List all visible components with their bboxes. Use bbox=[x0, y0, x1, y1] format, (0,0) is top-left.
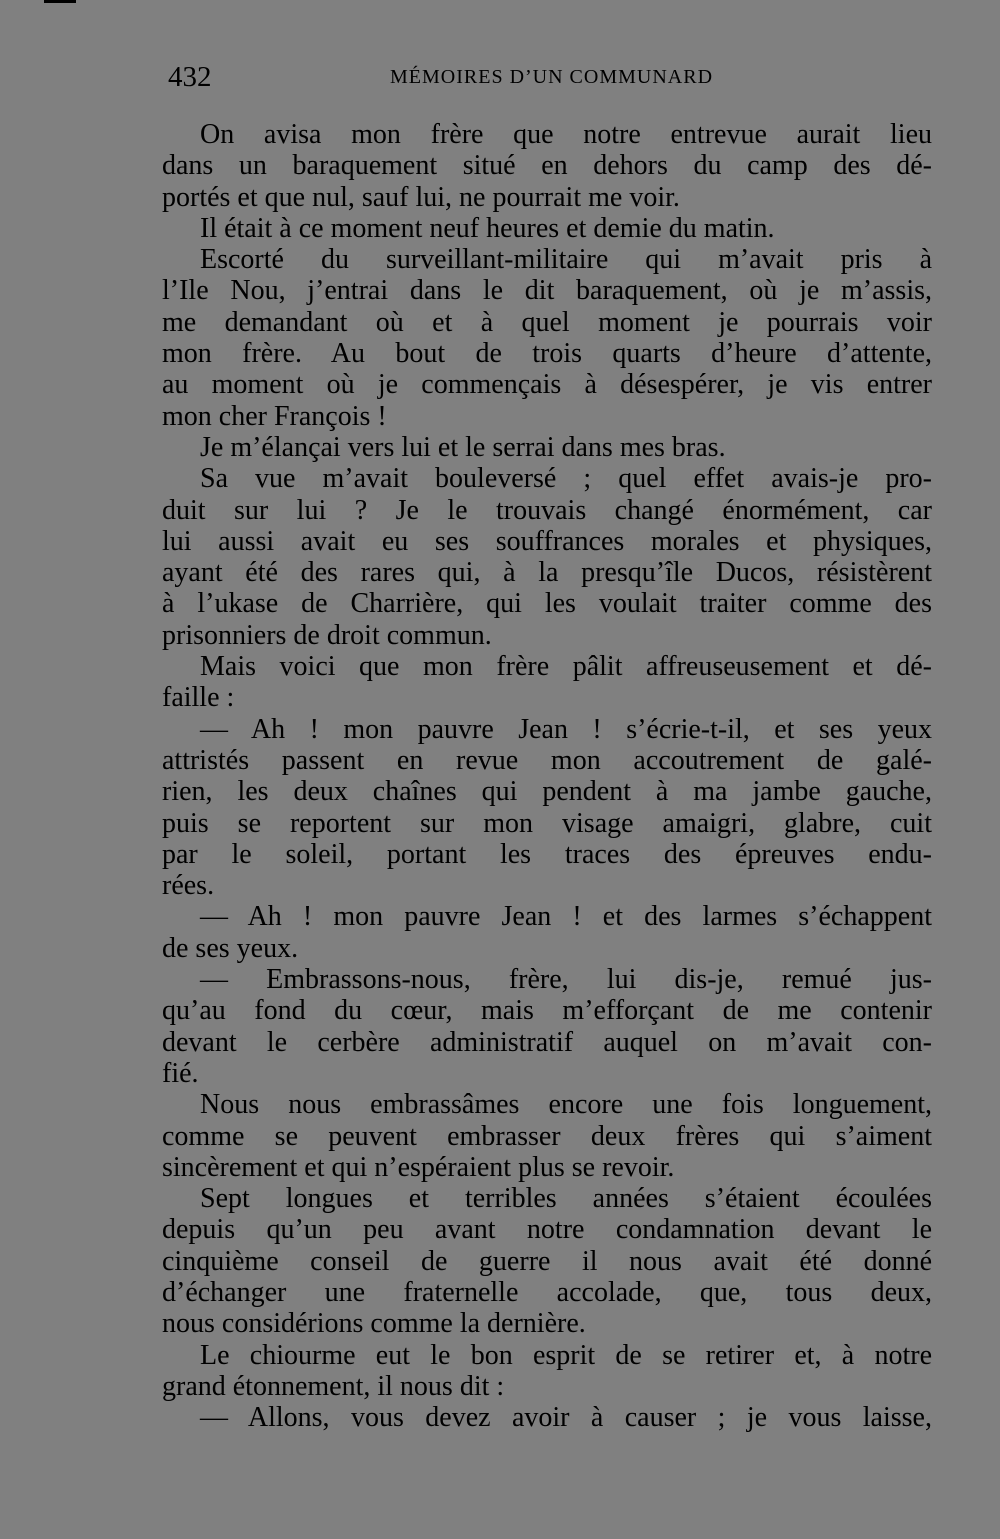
text-line: d’échanger une fraternelle accolade, que, tous deux, bbox=[162, 1276, 932, 1308]
text-line: rées. bbox=[162, 870, 215, 902]
text-line: sincèrement et qui n’espéraient plus se revoir. bbox=[162, 1151, 675, 1183]
text-line: dans un baraquement situé en dehors du camp des dé- bbox=[162, 150, 932, 182]
text-line: Sa vue m’avait bouleversé ; quel effet avais-je pro- bbox=[200, 463, 932, 495]
page-number: 432 bbox=[168, 61, 212, 93]
text-line: duit sur lui ? Je le trouvais changé énormément, car bbox=[162, 494, 932, 526]
text-line: mon frère. Au bout de trois quarts d’heure d’attente, bbox=[162, 338, 932, 370]
text-line: cinquième conseil de guerre il nous avait été donné bbox=[162, 1245, 932, 1277]
body-text bbox=[162, 119, 932, 1433]
text-line: Sept longues et terribles années s’étaient écoulées bbox=[200, 1183, 932, 1215]
text-line: portés et que nul, sauf lui, ne pourrait me voir. bbox=[162, 181, 680, 213]
running-head bbox=[162, 60, 932, 94]
text-line: grand étonnement, il nous dit : bbox=[162, 1370, 505, 1402]
scan-mark bbox=[44, 0, 76, 3]
text-line: Le chiourme eut le bon esprit de se retirer et, à notre bbox=[200, 1339, 932, 1371]
text-line: au moment où je commençais à désespérer, je vis entrer bbox=[162, 369, 932, 401]
text-line: — Embrassons-nous, frère, lui dis-je, remué jus- bbox=[200, 964, 932, 996]
text-line: Nous nous embrassâmes encore une fois longuement, bbox=[200, 1089, 932, 1121]
text-line: Mais voici que mon frère pâlit affreuseusement et dé- bbox=[200, 651, 932, 683]
text-line: Il était à ce moment neuf heures et demie du matin. bbox=[200, 212, 775, 244]
text-line: depuis qu’un peu avant notre condamnation devant le bbox=[162, 1214, 932, 1246]
text-line: — Ah ! mon pauvre Jean ! et des larmes s’échappent bbox=[200, 901, 932, 933]
text-line: puis se reportent sur mon visage amaigri, glabre, cuit bbox=[162, 807, 932, 839]
text-line: — Ah ! mon pauvre Jean ! s’écrie-t-il, et ses yeux bbox=[200, 713, 932, 745]
text-line: attristés passent en revue mon accoutrement de galé- bbox=[162, 744, 932, 776]
running-title: MÉMOIRES D’UN COMMUNARD bbox=[390, 66, 714, 88]
text-line: ayant été des rares qui, à la presqu’île Ducos, résistèrent bbox=[162, 557, 932, 589]
text-line: comme se peuvent embrasser deux frères qui s’aiment bbox=[162, 1120, 932, 1152]
text-line: rien, les deux chaînes qui pendent à ma jambe gauche, bbox=[162, 776, 932, 808]
text-line: de ses yeux. bbox=[162, 932, 299, 964]
text-line: nous considérions comme la dernière. bbox=[162, 1308, 586, 1340]
text-line: à l’ukase de Charrière, qui les voulait traiter comme des bbox=[162, 588, 932, 620]
text-line: Escorté du surveillant-militaire qui m’avait pris à bbox=[200, 244, 932, 276]
text-line: Je m’élançai vers lui et le serrai dans mes bras. bbox=[200, 431, 726, 463]
text-line: — Allons, vous devez avoir à causer ; je vous laisse, bbox=[200, 1402, 932, 1434]
text-line: On avisa mon frère que notre entrevue aurait lieu bbox=[200, 119, 932, 150]
text-line: prisonniers de droit commun. bbox=[162, 619, 492, 651]
text-line: faille : bbox=[162, 682, 235, 714]
text-line: mon cher François ! bbox=[162, 400, 387, 432]
text-line: l’Ile Nou, j’entrai dans le dit baraquement, où je m’assis, bbox=[162, 275, 932, 307]
text-line: fié. bbox=[162, 1057, 199, 1089]
text-line: me demandant où et à quel moment je pourrais voir bbox=[162, 306, 932, 338]
text-line: par le soleil, portant les traces des épreuves endu- bbox=[162, 838, 932, 870]
text-line: devant le cerbère administratif auquel on m’avait con- bbox=[162, 1026, 932, 1058]
text-line: lui aussi avait eu ses souffrances morales et physiques, bbox=[162, 525, 932, 557]
text-line: qu’au fond du cœur, mais m’efforçant de me contenir bbox=[162, 995, 932, 1027]
